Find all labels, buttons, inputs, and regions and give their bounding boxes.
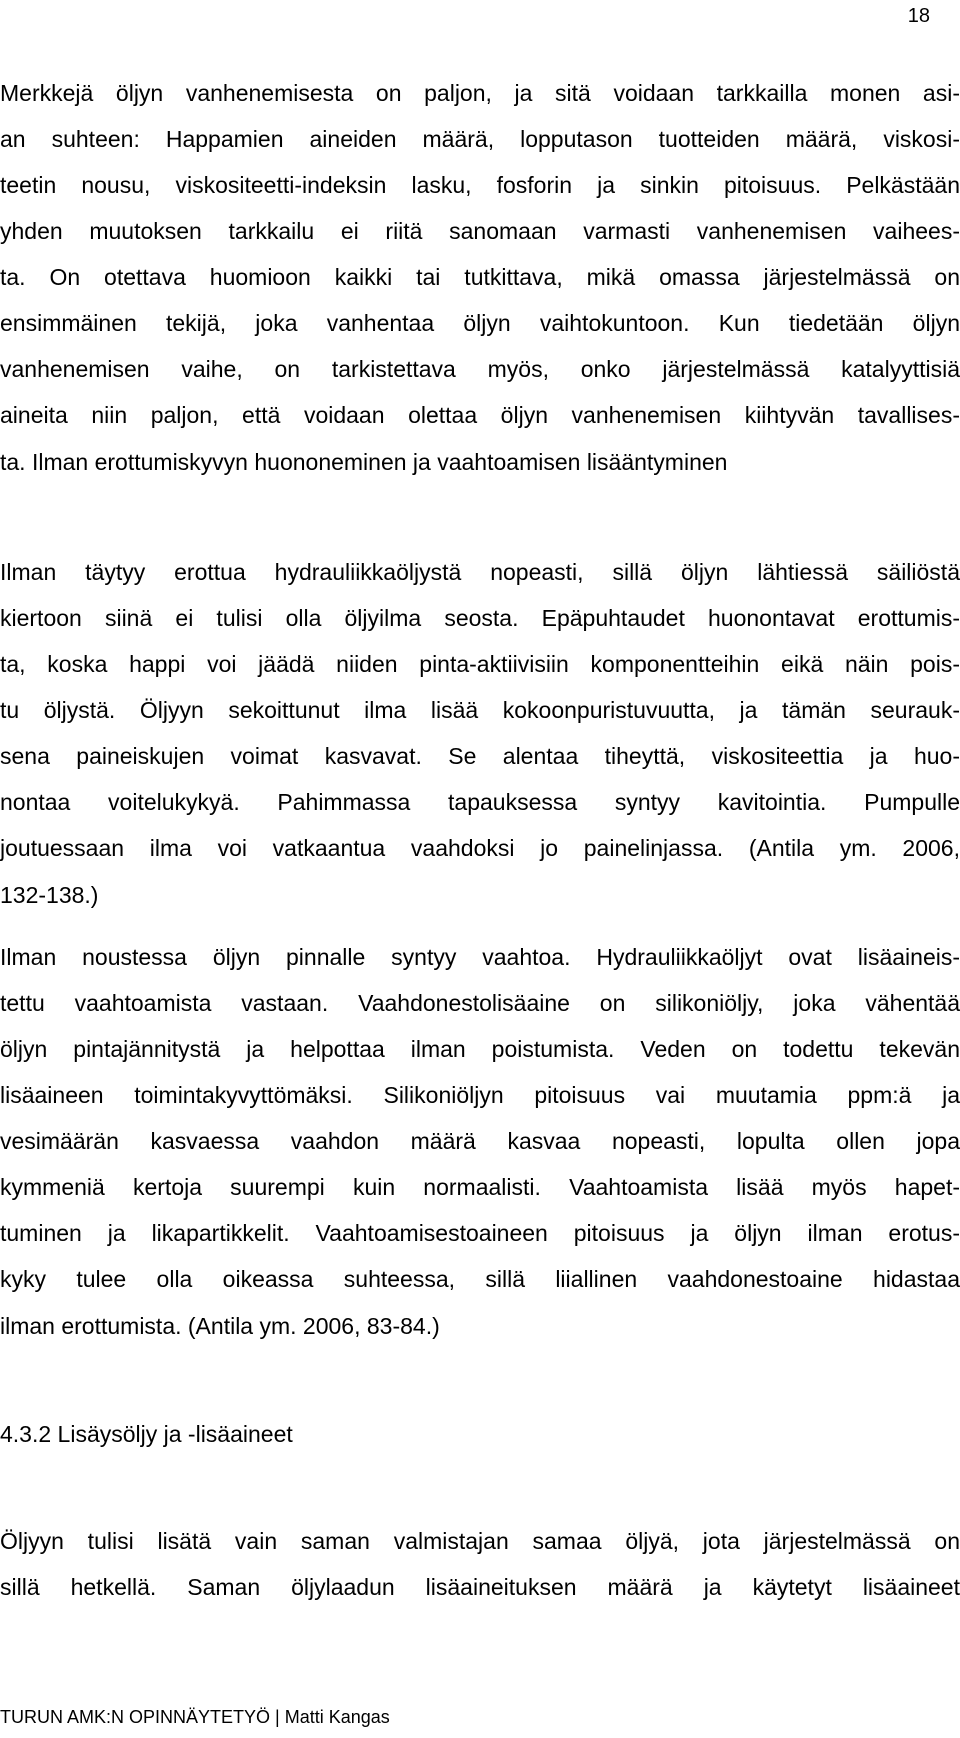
paragraph-2-line: joutuessaan ilma voi vatkaantua vaahdoksi jo painelinjassa. (Antila ym. 2006, <box>0 835 960 861</box>
paragraph-3-line: ilman erottumista. (Antila ym. 2006, 83-84.) <box>0 1313 440 1339</box>
footer-author: Matti Kangas <box>284 1707 390 1727</box>
paragraph-1-line: ta. On otettava huomioon kaikki tai tutkittava, mikä omassa järjestelmässä on <box>0 264 960 290</box>
paragraph-3-line: tettu vaahtoamista vastaan. Vaahdonestolisäaine on silikoniöljy, joka vähentää <box>0 990 960 1016</box>
paragraph-2-line: nontaa voitelukykyä. Pahimmassa tapauksessa syntyy kavitointia. Pumpulle <box>0 789 960 815</box>
page-number: 18 <box>907 5 930 27</box>
footer-institution: TURUN AMK:N OPINNÄYTETYÖ <box>0 1707 271 1727</box>
paragraph-2-line: ta, koska happi voi jäädä niiden pinta-aktiivisiin komponentteihin eikä näin pois- <box>0 651 960 677</box>
paragraph-4-line: sillä hetkellä. Saman öljylaadun lisäaineituksen määrä ja käytetyt lisäaineet <box>0 1574 960 1600</box>
page-footer <box>0 1706 390 1728</box>
paragraph-1-line: ta. Ilman erottumiskyvyn huononeminen ja vaahtoamisen lisääntyminen <box>0 449 728 475</box>
paragraph-1-line: teetin nousu, viskositeetti-indeksin lasku, fosforin ja sinkin pitoisuus. Pelkästään <box>0 172 960 198</box>
paragraph-2-line: sena paineiskujen voimat kasvavat. Se alentaa tiheyttä, viskositeettia ja huo- <box>0 743 960 769</box>
paragraph-1-line: Merkkejä öljyn vanhenemisesta on paljon, ja sitä voidaan tarkkailla monen asi- <box>0 80 960 106</box>
footer-separator: | <box>275 1707 280 1727</box>
paragraph-1-line: an suhteen: Happamien aineiden määrä, lopputason tuotteiden määrä, viskosi- <box>0 126 960 152</box>
paragraph-2-line: kiertoon siinä ei tulisi olla öljyilma seosta. Epäpuhtaudet huonontavat erottumis- <box>0 605 960 631</box>
paragraph-3-line: öljyn pintajännitystä ja helpottaa ilman poistumista. Veden on todettu tekevän <box>0 1036 960 1062</box>
paragraph-3-line: kyky tulee olla oikeassa suhteessa, sillä liiallinen vaahdonestoaine hidastaa <box>0 1266 960 1292</box>
paragraph-1-line: yhden muutoksen tarkkailu ei riitä sanomaan varmasti vanhenemisen vaihees- <box>0 218 960 244</box>
paragraph-1-line: aineita niin paljon, että voidaan olettaa öljyn vanhenemisen kiihtyvän tavallises- <box>0 402 960 428</box>
paragraph-1-line: ensimmäinen tekijä, joka vanhentaa öljyn vaihtokuntoon. Kun tiedetään öljyn <box>0 310 960 336</box>
paragraph-2-line: 132-138.) <box>0 882 99 908</box>
paragraph-4-line: Öljyyn tulisi lisätä vain saman valmistajan samaa öljyä, jota järjestelmässä on <box>0 1528 960 1554</box>
paragraph-3-line: kymmeniä kertoja suurempi kuin normaalisti. Vaahtoamista lisää myös hapet- <box>0 1174 960 1200</box>
paragraph-2-line: tu öljystä. Öljyyn sekoittunut ilma lisää kokoonpuristuvuutta, ja tämän seurauk- <box>0 697 960 723</box>
paragraph-2-line: Ilman täytyy erottua hydrauliikkaöljystä nopeasti, sillä öljyn lähtiessä säiliöstä <box>0 559 960 585</box>
section-heading: 4.3.2 Lisäysöljy ja -lisäaineet <box>0 1421 293 1447</box>
paragraph-3-line: Ilman noustessa öljyn pinnalle syntyy vaahtoa. Hydrauliikkaöljyt ovat lisäaineis- <box>0 944 960 970</box>
paragraph-1-line: vanhenemisen vaihe, on tarkistettava myös, onko järjestelmässä katalyyttisiä <box>0 356 960 382</box>
paragraph-3-line: lisäaineen toimintakyvyttömäksi. Silikoniöljyn pitoisuus vai muutamia ppm:ä ja <box>0 1082 960 1108</box>
paragraph-3-line: vesimäärän kasvaessa vaahdon määrä kasvaa nopeasti, lopulta ollen jopa <box>0 1128 960 1154</box>
paragraph-3-line: tuminen ja likapartikkelit. Vaahtoamisestoaineen pitoisuus ja öljyn ilman erotus- <box>0 1220 960 1246</box>
